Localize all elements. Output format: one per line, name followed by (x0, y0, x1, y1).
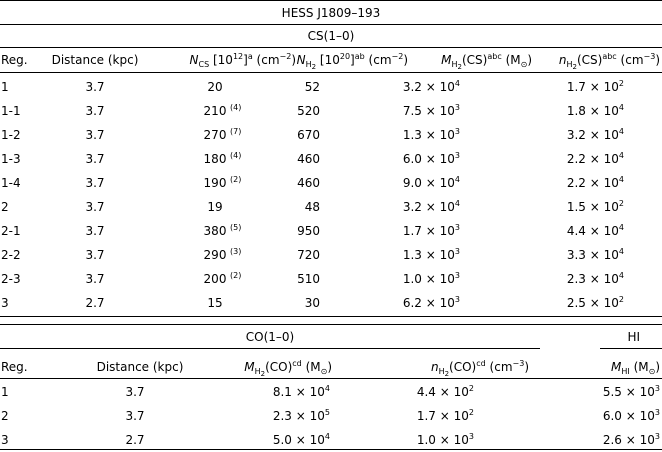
co-section-title: CO(1–0) (245, 330, 295, 344)
table-row (0, 291, 662, 315)
hi-header-mass: $M_{HI}$ $(M_⊙)$ (611, 360, 660, 376)
cell-density: $2.2 \times 10^4$ (566, 175, 624, 190)
cell-nh2: 720 (297, 248, 320, 262)
cell-mass: $1.0 \times 10^3$ (402, 271, 460, 286)
cell-ncs: 210 $^{(4)}$ (203, 103, 242, 118)
table-row (0, 147, 662, 171)
cs-header-distance: Distance (kpc) (51, 53, 139, 67)
cell-reg: 1 (1, 80, 9, 94)
cell-mass: $3.2 \times 10^4$ (402, 199, 460, 214)
cell-ncs: 15 (207, 296, 223, 310)
table-row (0, 404, 662, 428)
cs-bottom-rule (0, 316, 662, 317)
table-row (0, 380, 662, 404)
table-row (0, 267, 662, 291)
cell-reg: 1-2 (1, 128, 21, 142)
cell-density: $1.8 \times 10^4$ (566, 103, 624, 118)
cell-distance: 3.7 (85, 80, 105, 94)
table-row (0, 243, 662, 267)
cell-ncs: 180 $^{(4)}$ (203, 151, 242, 166)
cell-distance: 3.7 (85, 200, 105, 214)
cell-reg: 3 (1, 296, 9, 310)
cell-reg: 2-1 (1, 224, 21, 238)
cell-nh2: 52 (304, 80, 320, 94)
cell-nh2: 670 (297, 128, 320, 142)
cell-distance: 3.7 (85, 272, 105, 286)
cell-density: $1.0 \times 10^3$ (416, 432, 474, 447)
cell-ncs: 270 $^{(7)}$ (203, 127, 242, 142)
co-header-density: $n_{H2}(CO)^{cd}$ $(cm^{-3})$ (430, 359, 529, 378)
cell-reg: 1-3 (1, 152, 21, 166)
cell-reg: 1-4 (1, 176, 21, 190)
cs-title-rule (0, 47, 662, 48)
co-header-reg: Reg. (1, 360, 28, 374)
cell-hi-mass: $6.0 \times 10^3$ (602, 408, 660, 423)
cell-mass: $6.0 \times 10^3$ (402, 151, 460, 166)
table-row (0, 75, 662, 99)
cell-distance: 2.7 (85, 296, 105, 310)
cell-nh2: 48 (304, 200, 320, 214)
cell-distance: 3.7 (85, 224, 105, 238)
cell-reg: 2-2 (1, 248, 21, 262)
cell-mass: $7.5 \times 10^3$ (402, 103, 460, 118)
cell-mass: $1.3 \times 10^3$ (402, 247, 460, 262)
cs-header-mass: $M_{H2}(CS)^{abc}$ $(M_⊙)$ (441, 52, 532, 71)
cell-distance: 3.7 (125, 385, 145, 399)
cell-density: $1.7 \times 10^2$ (416, 408, 474, 423)
cell-distance: 3.7 (85, 248, 105, 262)
cs-header-density: $n_{H2}(CS)^{abc}$ $(cm^{-3})$ (558, 52, 660, 71)
hi-title-rule (600, 348, 662, 349)
table-row (0, 123, 662, 147)
co-header-rule (0, 378, 662, 379)
cell-density: $4.4 \times 10^4$ (566, 223, 624, 238)
cs-header-nh2: $N_{H2}$ $[10^{20}]^{ab}$ $(cm^{-2})$ (296, 52, 408, 71)
cell-nh2: 460 (297, 152, 320, 166)
cell-reg: 1-1 (1, 104, 21, 118)
cell-density: $4.4 \times 10^2$ (416, 384, 474, 399)
cell-density: $3.3 \times 10^4$ (566, 247, 624, 262)
cell-mass: $5.0 \times 10^4$ (272, 432, 330, 447)
cs-header-reg: Reg. (1, 53, 28, 67)
co-table (0, 380, 662, 452)
cell-ncs: 200 $^{(2)}$ (203, 271, 242, 286)
cell-distance: 3.7 (85, 152, 105, 166)
cell-mass: $9.0 \times 10^4$ (402, 175, 460, 190)
cell-mass: $1.7 \times 10^3$ (402, 223, 460, 238)
cell-mass: $8.1 \times 10^4$ (272, 384, 330, 399)
cell-density: $1.5 \times 10^2$ (566, 199, 624, 214)
cell-nh2: 30 (304, 296, 320, 310)
table-title: HESS J1809–193 (281, 6, 381, 20)
cell-distance: 3.7 (85, 104, 105, 118)
co-header-distance: Distance (kpc) (96, 360, 184, 374)
cell-nh2: 460 (297, 176, 320, 190)
table-row (0, 219, 662, 243)
cell-ncs: 20 (207, 80, 223, 94)
cell-ncs: 190 $^{(2)}$ (203, 175, 242, 190)
cell-hi-mass: $5.5 \times 10^3$ (602, 384, 660, 399)
cell-distance: 2.7 (125, 433, 145, 447)
cell-nh2: 510 (297, 272, 320, 286)
top-rule (0, 0, 662, 1)
cell-density: $2.3 \times 10^4$ (566, 271, 624, 286)
cs-table (0, 75, 662, 315)
cell-mass: $2.3 \times 10^5$ (272, 408, 330, 423)
cell-distance: 3.7 (125, 409, 145, 423)
co-header-mass: $M_{H2}(CO)^{cd}$ $(M_⊙)$ (244, 359, 332, 378)
cell-ncs: 290 $^{(3)}$ (203, 247, 242, 262)
cell-ncs: 19 (207, 200, 223, 214)
cell-mass: $6.2 \times 10^3$ (402, 295, 460, 310)
cs-section-title: CS(1–0) (307, 29, 355, 43)
cell-density: $2.2 \times 10^4$ (566, 151, 624, 166)
title-rule (0, 24, 662, 25)
cell-reg: 1 (1, 385, 9, 399)
cell-density: $3.2 \times 10^4$ (566, 127, 624, 142)
cell-mass: $3.2 \times 10^4$ (402, 79, 460, 94)
co-title-rule (0, 348, 540, 349)
cell-distance: 3.7 (85, 128, 105, 142)
co-top-rule (0, 324, 662, 325)
cell-hi-mass: $2.6 \times 10^3$ (602, 432, 660, 447)
table-row (0, 195, 662, 219)
cell-mass: $1.3 \times 10^3$ (402, 127, 460, 142)
cell-density: $2.5 \times 10^2$ (566, 295, 624, 310)
cell-reg: 2-3 (1, 272, 21, 286)
cell-density: $1.7 \times 10^2$ (566, 79, 624, 94)
cell-reg: 2 (1, 409, 9, 423)
cell-reg: 2 (1, 200, 9, 214)
hi-section-title: HI (627, 330, 640, 344)
cs-header-ncs: $N_{CS}$ $[10^{12}]^a$ $(cm^{-2})$ (189, 52, 296, 69)
cell-ncs: 380 $^{(5)}$ (203, 223, 242, 238)
cell-distance: 3.7 (85, 176, 105, 190)
table-row (0, 99, 662, 123)
cell-reg: 3 (1, 433, 9, 447)
cell-nh2: 520 (297, 104, 320, 118)
cs-header-rule (0, 72, 662, 73)
cell-nh2: 950 (297, 224, 320, 238)
table-row (0, 171, 662, 195)
